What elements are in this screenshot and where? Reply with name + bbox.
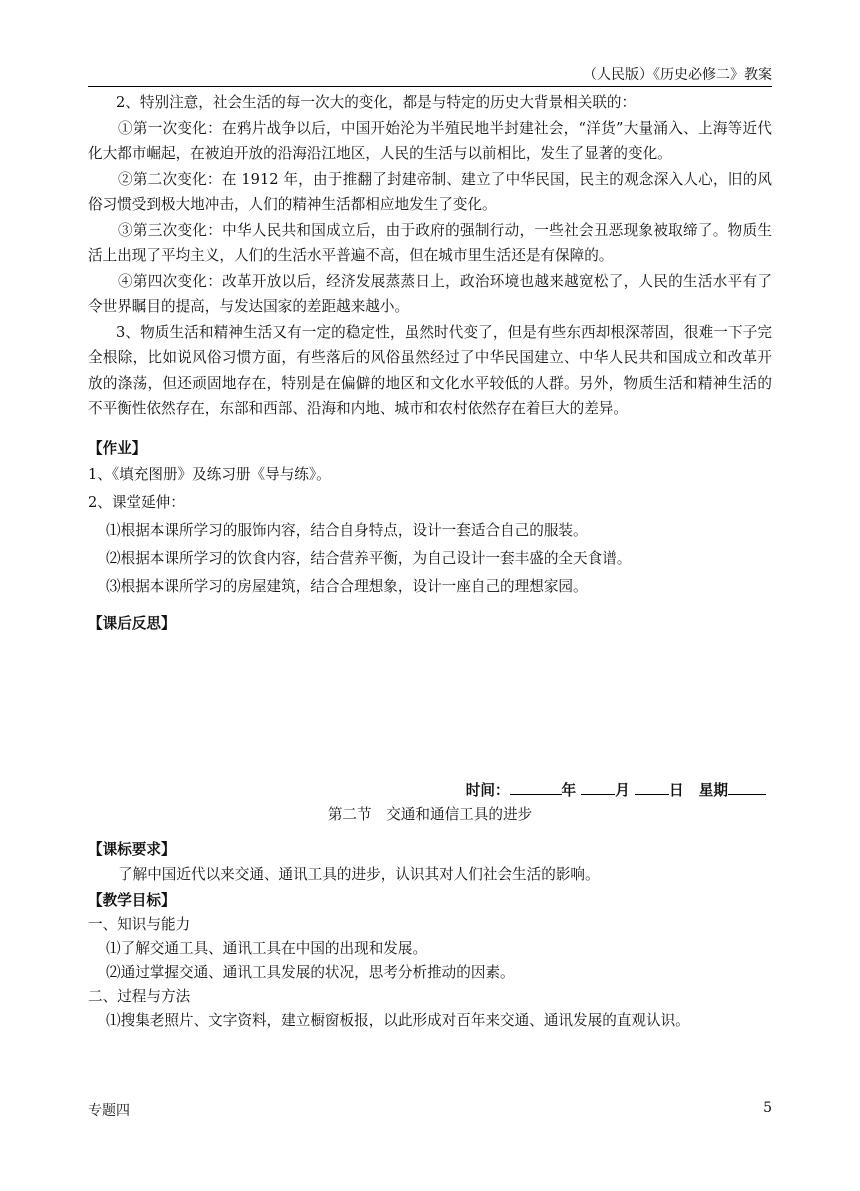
objectives-item-2: ⑵通过掌握交通、通讯工具发展的状况，思考分析推动的因素。 (106, 964, 515, 981)
header-rule (88, 86, 772, 87)
paragraph-second-change: ②第二次变化：在 1912 年，由于推翻了封建帝制、建立了中华民国，民主的观念深入人心，旧的风俗习惯受到极大地冲击，人们的精神生活都相应地发生了变化。 (88, 170, 772, 213)
reflection-space (88, 637, 772, 779)
date-month-label: 月 (615, 781, 630, 799)
date-weekday-label: 星期 (698, 781, 728, 799)
month-blank[interactable] (581, 779, 615, 795)
paragraph-fourth-change: ④第四次变化：改革开放以后，经济发展蒸蒸日上，政治环境也越来越宽松了，人民的生活水平有了令世界瞩目的提高，与发达国家的差距越来越小。 (88, 272, 772, 315)
objectives-item-3: ⑴搜集老照片、文字资料，建立橱窗板报，以此形成对百年来交通、通讯发展的直观认识。 (106, 1012, 690, 1029)
day-blank[interactable] (635, 779, 669, 795)
footer-topic: 专题四 (88, 1103, 130, 1119)
homework-item-1: 1、《填充图册》及练习册《导与练》。 (88, 466, 331, 483)
date-year-label: 年 (561, 781, 577, 799)
date-line (88, 779, 772, 803)
homework-heading: 【作业】 (88, 439, 147, 457)
homework-sub-item-1: ⑴根据本课所学习的服饰内容，结合自身特点，设计一套适合自己的服装。 (106, 522, 588, 539)
homework-sub-item-2: ⑵根据本课所学习的饮食内容，结合营养平衡，为自己设计一套丰盛的全天食谱。 (106, 550, 632, 567)
page-header: （人民版）《历史必修二》教案 (583, 67, 772, 83)
date-time-label: 时间： (465, 781, 510, 799)
paragraph-third-change: ③第三次变化：中华人民共和国成立后，由于政府的强制行动，一些社会丑恶现象被取缔了。物质生活上出现了平均主义，人们的生活水平普遍不高，但在城市里生活还是有保障的。 (88, 221, 772, 264)
reflection-heading: 【课后反思】 (88, 615, 176, 632)
page-content (88, 90, 772, 1033)
standards-text: 了解中国近代以来交通、通讯工具的进步，认识其对人们社会生活的影响。 (118, 866, 600, 883)
objectives-item-1: ⑴了解交通工具、通讯工具在中国的出现和发展。 (106, 940, 428, 957)
weekday-blank[interactable] (728, 779, 766, 795)
page-number: 5 (763, 1100, 772, 1116)
spacer (88, 827, 772, 837)
year-blank[interactable] (510, 779, 562, 795)
objectives-part-1: 一、知识与能力 (88, 916, 191, 933)
paragraph-first-change: ①第一次变化：在鸦片战争以后，中国开始沦为半殖民地半封建社会，“洋货”大量涌入、上海等近代化大都市崛起，在被迫开放的沿海沿江地区，人民的生活与以前相比，发生了显著的变化。 (88, 119, 772, 162)
section-title: 第二节 交通和通信工具的进步 (327, 805, 533, 823)
objectives-part-2: 二、过程与方法 (88, 988, 191, 1005)
paragraph-point-3: 3、物质生活和精神生活又有一定的稳定性，虽然时代变了，但是有些东西却根深蒂固，很难一下子完全根除，比如说风俗习惯方面，有些落后的风俗虽然经过了中华民国建立、中华人民共和国成立和改革开放的涤荡，但还顽固地存在，特别是在偏僻的地区和文化水平较低的人群。另外，物质生活和精神生活的不平衡性依然存在，东部和西部、沿海和内地、城市和农村依然存在着巨大的差异。 (88, 323, 772, 417)
paragraph-point-2: 2、特别注意，社会生活的每一次大的变化，都是与特定的历史大背景相关联的： (116, 94, 637, 111)
homework-sub-item-3: ⑶根据本课所学习的房屋建筑，结合合理想象，设计一座自己的理想家园。 (106, 578, 588, 595)
date-day-label: 日 (668, 781, 684, 799)
homework-item-2: 2、课堂延伸： (88, 494, 185, 511)
standards-heading: 【课标要求】 (88, 840, 176, 858)
spacer (88, 422, 772, 436)
objectives-heading: 【教学目标】 (88, 891, 176, 909)
spacer (88, 601, 772, 611)
